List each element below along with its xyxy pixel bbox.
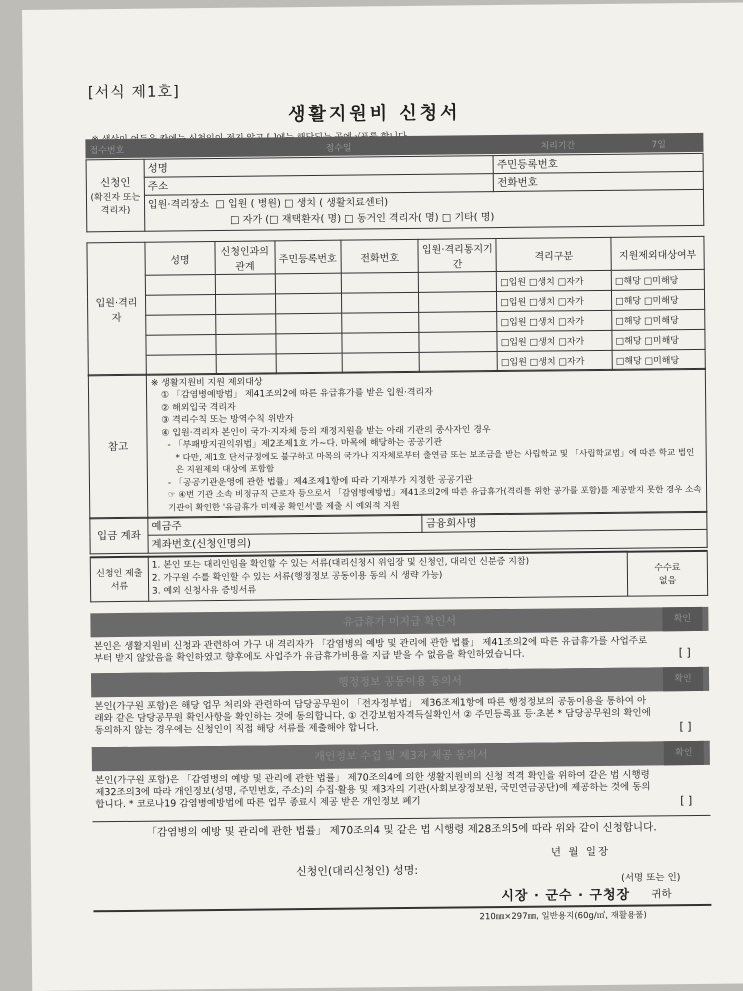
privacy-consent-text: 본인(가구원 포함)은 「감염병의 예방 및 관리에 관한 법률」 제70조의4에 의한 생활지원비의 신청 적격 확인을 위하여 같은 법 시행령 제32조의3에 따라 개인정보(성명, 주민번호, 주소)의 수집·활용 및 제3자의 기관(사회보장정보원, 국민연금공단)에 제공하는 것에 동의합니다. * 코로나19 감염병예방법에 따른 업무 종료시 제공 받은 개인정보 폐기 [95,769,651,811]
documents-section-label: 신청인 제출서류 [90,557,148,602]
exclusion-checkboxes[interactable]: □해당 □미해당 [612,289,705,310]
list-item: 2. 가구원 수를 확인할 수 있는 서류(행정정보 공동이용 동의 시 생략 가능) [151,570,443,584]
cell-phone[interactable] [341,272,419,293]
reference-content [146,368,707,518]
receipt-no-label: 접수번호 [89,145,125,157]
fee-label: 수수료 [654,563,681,574]
reference-line: ④ 입원·격리자 본인이 국가·지자체 등의 재정지원을 받는 아래 기관의 종사자인 경우 [161,424,491,439]
col-header-isolation-type: 격리구분 [496,237,611,271]
cell-name[interactable] [146,314,216,335]
cell-relation[interactable] [215,294,275,315]
address-label: 주소 [147,180,169,193]
phone-label: 전화번호 [497,176,538,190]
exclusion-checkboxes[interactable]: □해당 □미해당 [612,349,705,370]
bank-name-label: 금융회사명 [425,517,477,530]
account-holder-label: 예금주 [151,520,182,533]
privacy-consent-title: 개인정보 수집 및 제3자 제공 동의서 [314,748,488,763]
cell-name[interactable] [145,294,215,315]
unpaid-leave-check-label: 확인 [662,607,702,631]
recipient: 시장 · 군수 · 구청장 [501,887,631,905]
col-header-notice-period: 입원·격리통지기간 [418,239,496,273]
isolation-place-options-1: □ 입원 ( 병원) □ 생치 ( 생활치료센터) [215,196,389,210]
isolation-place-options-2: □ 자가 (□ 재택환자( 명) □ 동거인 격리자( 명) □ 기타( 명) [230,211,495,226]
account-section-label: 입금 계좌 [90,517,148,554]
col-header-exclusion: 지원제외대상여부 [611,236,704,270]
isolation-type-checkboxes[interactable]: □입원 □생치 □자가 [497,310,612,331]
fee-cell [627,551,707,596]
reference-line: ☞ ④번 기관 소속 비정규직 근로자 등으로서 「감염병예방법」제41조의2에 따른 유급휴가(격리를 위한 공가를 포함)를 제공받지 못한 경우 소속기관이 확인한 '유급휴가 미제공 확인서'를 제출 시 예외적 지원 [167,485,702,514]
reference-line: ① 「감염병예방법」 제41조의2에 따른 유급휴가를 받은 입원·격리자 [160,387,433,401]
isolation-section-label: 입원·격리자 [87,242,146,376]
phone-field[interactable] [494,171,704,191]
reference-line: ※ 생활지원비 지원 제외대상 [150,377,263,389]
documents-list [148,552,628,601]
privacy-consent-statement [92,767,710,822]
form-number: [서식 제1호] [87,82,180,102]
cell-phone[interactable] [341,332,419,353]
cell-relation[interactable] [216,354,276,375]
cell-relation[interactable] [215,274,275,295]
isolation-type-checkboxes[interactable]: □입원 □생치 □자가 [497,330,612,351]
name-label: 성명 [147,162,168,175]
paper-spec: 210㎜×297㎜, 일반용지(60g/㎡, 재활용품) [479,910,647,923]
applicant-label: 신청인 [99,176,131,190]
account-number-label: 계좌번호(신청인명의) [151,537,252,551]
reference-line: ② 해외입국 격리자 [161,402,236,414]
exclusion-checkboxes[interactable]: □해당 □미해당 [612,329,705,350]
rrn-field[interactable] [493,153,703,173]
cell-period[interactable] [419,312,497,333]
cell-rrn[interactable] [275,313,341,334]
declaration-text: 「감염병의 예방 및 관리에 관한 법률」 제70조의4 및 같은 법 시행령 제28조의5에 따라 위와 같이 신청합니다. [146,821,657,839]
recipient-suffix: 귀하 [651,888,672,901]
isolation-type-checkboxes[interactable]: □입원 □생치 □자가 [497,350,612,371]
cell-relation[interactable] [215,314,275,335]
col-header-name: 성명 [145,241,215,275]
processing-date-label: 처리기간 [540,141,576,152]
privacy-consent-checkbox[interactable]: [ ] [680,794,693,808]
admin-info-checkbox[interactable]: [ ] [679,720,692,734]
cell-rrn[interactable] [275,273,341,294]
cell-relation[interactable] [216,334,276,355]
applicant-section-label [86,159,145,232]
unpaid-leave-text: 본인은 생활지원비 신청과 관련하여 가구 내 격리자가 「감염병의 예방 및 관리에 관한 법률」 제41조의2에 따른 유급휴가를 사업주로부터 받지 않았음을 확인하였고 향후에도 사업주가 유급휴가비용을 지급 받을 수 없음을 확인하였습니다. [93,635,648,665]
cell-period[interactable] [419,292,497,313]
documents-table [90,550,708,602]
cell-period[interactable] [419,332,497,353]
receipt-date-label: 접수일 [325,143,352,154]
reference-line: - 「공공기관운영에 관한 법률」제4조제1항에 따라 기재부가 지정한 공공기관 [167,475,473,489]
date-line[interactable]: 년 월 일장 [550,845,611,859]
col-header-relation: 신청인과의 관계 [215,241,275,275]
unpaid-leave-header [90,607,708,637]
cell-phone[interactable] [341,312,419,333]
rrn-label: 주민등록번호 [496,158,558,172]
cell-rrn[interactable] [275,293,341,314]
cell-rrn[interactable] [276,333,342,354]
cell-name[interactable] [146,334,216,355]
reference-label: 참고 [88,374,147,519]
application-form-page [22,2,743,990]
reference-line: ③ 격리수칙 또는 방역수칙 위반자 [161,414,294,426]
admin-info-header [91,667,709,697]
account-table [89,511,707,554]
cell-name[interactable] [145,274,215,295]
col-header-rrn: 주민등록번호 [275,240,341,274]
isolation-place-label: 입원·격리장소 [147,198,210,211]
privacy-consent-header [92,741,710,771]
privacy-consent-check-label: 확인 [664,741,704,765]
isolation-persons-table [86,236,705,376]
applicant-table [86,153,705,232]
unpaid-leave-title: 유급휴가 미지급 확인서 [342,614,457,629]
list-item: 1. 본인 또는 대리인임을 확인할 수 있는 서류(대리신청시 위임장 및 신청인, 대리인 신분증 지참) [151,556,530,571]
isolation-type-checkboxes[interactable]: □입원 □생치 □자가 [497,270,612,291]
reference-table [88,368,707,519]
processing-period-label: 7일 [651,140,666,151]
reference-line: * 다만, 제1호 단서규정에도 불구하고 마목의 국가나 지자체로부터 출연금 또는 보조금을 받는 사립학교 및 「사립학교법」에 따른 학교 법인은 지원제외 대상에 포함함 [175,447,695,476]
isolation-place-field[interactable] [144,189,703,231]
col-header-phone: 전화번호 [341,239,419,273]
form-title: 생활지원비 신청서 [288,102,461,126]
admin-info-title: 행정정보 공동이용 동의서 [338,674,463,689]
cell-phone[interactable] [341,292,419,313]
list-item: 3. 예외 신청사유 증빙서류 [151,585,257,597]
unpaid-leave-checkbox[interactable]: [ ] [678,646,691,660]
exclusion-checkboxes[interactable]: □해당 □미해당 [611,269,704,290]
admin-info-statement [91,693,709,748]
admin-info-text: 본인(가구원 포함)은 해당 업무 처리와 관련하여 담당공무원이 「전자정부법」 제36조제1항에 따른 행정정보의 공동이용을 통하여 아래와 같은 담당공무원 확인사항을 확인하는 것에 동의합니다. ① 건강보험자격득실확인서 ② 주민등록표 등·초본 * 담당공무원의 확인에 동의하지 않는 경우에는 신청인이 직접 해당 서류를 제출해야 합니다. [94,695,651,737]
admin-info-check-label: 확인 [663,667,703,691]
cell-period[interactable] [419,272,497,293]
signer-label[interactable]: 신청인(대리신청인) 성명: [295,863,419,879]
reference-line: - 「부패방지권익위법」제2조제1호 가~다. 마목에 해당하는 공공기관 [167,437,443,451]
cell-rrn[interactable] [276,353,342,374]
exclusion-checkboxes[interactable]: □해당 □미해당 [612,309,705,330]
applicant-sub-label: (확진자 또는 격리자) [90,192,141,217]
isolation-type-checkboxes[interactable]: □입원 □생치 □자가 [497,290,612,311]
fee-value: 없음 [658,576,677,587]
sign-note: (서명 또는 인) [621,872,681,884]
